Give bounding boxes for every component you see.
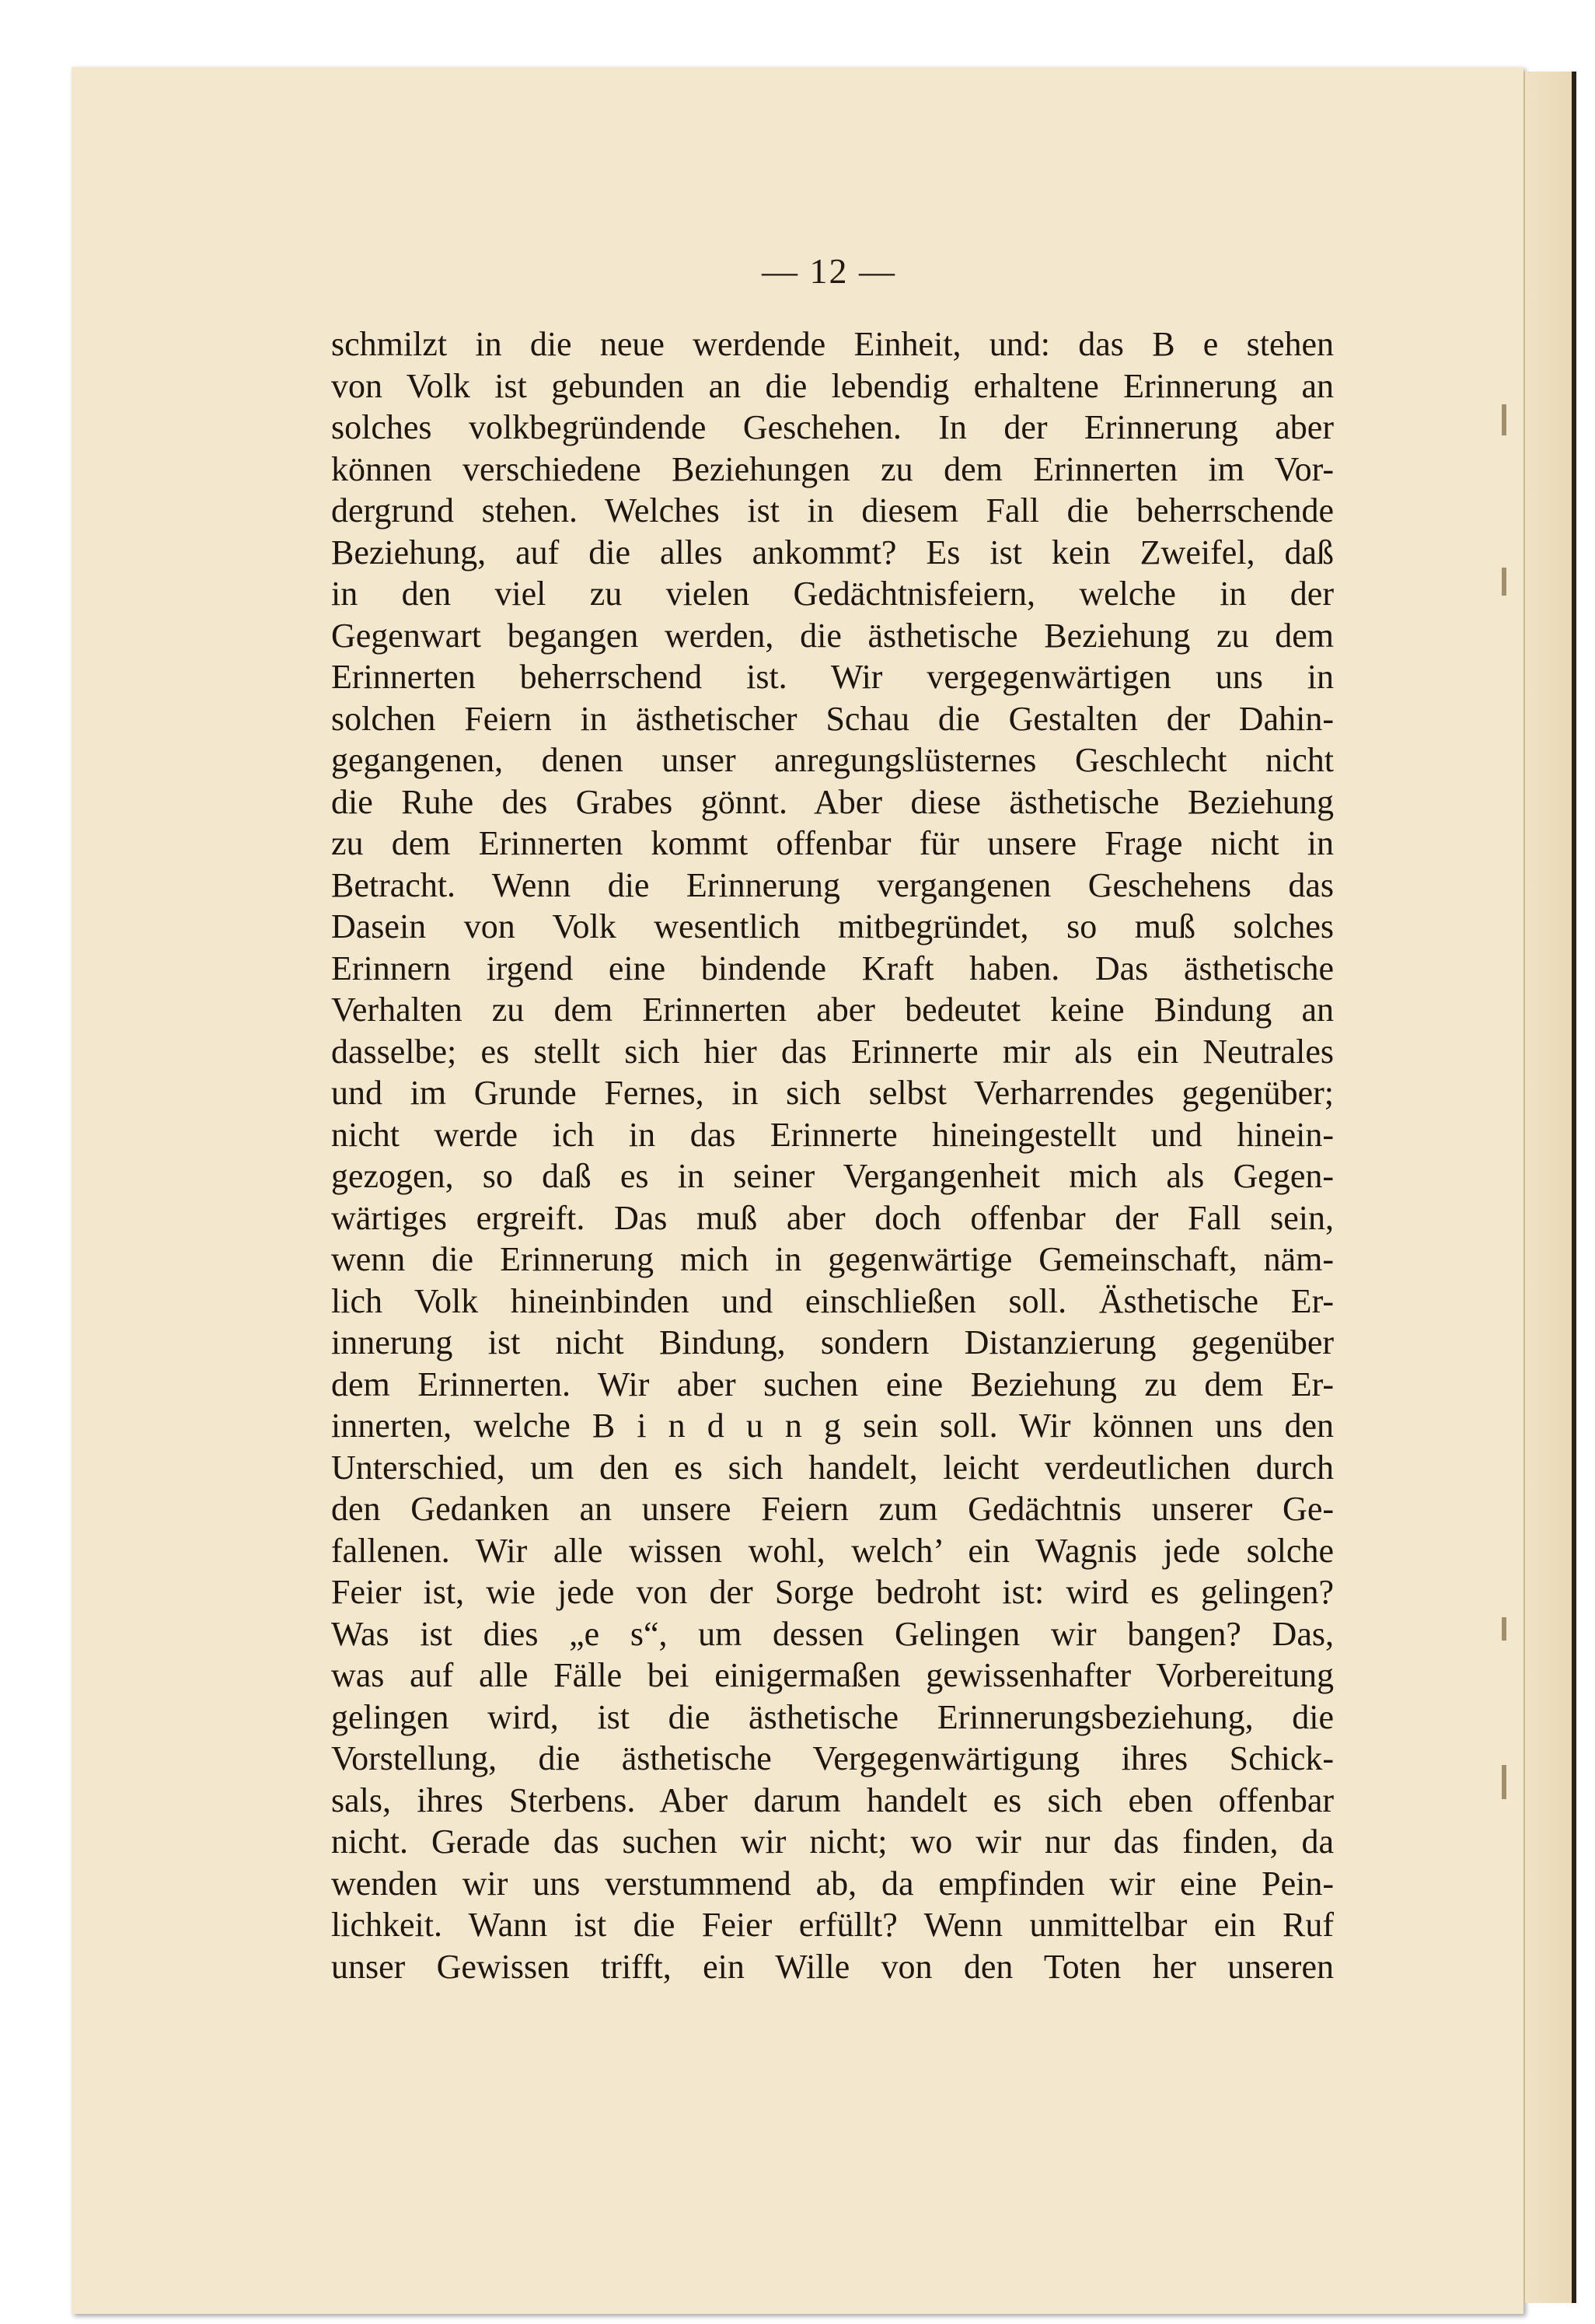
text-line: innerten, welche B i n d u n g sein soll. Wir können uns den	[331, 1407, 1334, 1445]
text-line: solches volkbegründende Geschehen. In der Erinnerung aber	[331, 408, 1334, 446]
text-line: Dasein von Volk wesentlich mitbegründet, so muß solches	[331, 907, 1334, 945]
text-line: den Gedanken an unsere Feiern zum Gedächtnis unserer Ge-	[331, 1490, 1334, 1528]
page-edge-shadow	[1572, 72, 1576, 2303]
text-line: Betracht. Wenn die Erinnerung vergangenen Geschehens das	[331, 865, 1334, 904]
text-line: zu dem Erinnerten kommt offenbar für unsere Frage nicht in	[331, 824, 1334, 862]
text-line: gelingen wird, ist die ästhetische Erinnerungsbeziehung, die	[331, 1697, 1334, 1736]
text-line: Vorstellung, die ästhetische Vergegenwärtigung ihres Schick-	[331, 1739, 1334, 1777]
text-line: Beziehung, auf die alles ankommt? Es ist kein Zweifel, daß	[331, 533, 1334, 571]
text-line: und im Grunde Fernes, in sich selbst Verharrendes gegenüber;	[331, 1074, 1334, 1112]
text-line: schmilzt in die neue werdende Einheit, und: das B e stehen	[331, 325, 1334, 363]
text-line: unser Gewissen trifft, ein Wille von den Toten her unseren	[331, 1947, 1334, 1986]
text-line: dasselbe; es stellt sich hier das Erinnerte mir als ein Neutrales	[331, 1032, 1334, 1071]
text-line: solchen Feiern in ästhetischer Schau die Gestalten der Dahin-	[331, 699, 1334, 738]
margin-mark	[1502, 1765, 1506, 1799]
text-line: nicht werde ich in das Erinnerte hineingestellt und hinein-	[331, 1115, 1334, 1154]
margin-mark	[1502, 1617, 1506, 1641]
text-line: gezogen, so daß es in seiner Vergangenheit mich als Gegen-	[331, 1157, 1334, 1195]
margin-mark	[1502, 568, 1506, 596]
text-line: Verhalten zu dem Erinnerten aber bedeutet keine Bindung an	[331, 991, 1334, 1029]
text-line: was auf alle Fälle bei einigermaßen gewissenhafter Vorbereitung	[331, 1656, 1334, 1694]
text-line: nicht. Gerade das suchen wir nicht; wo wir nur das finden, da	[331, 1823, 1334, 1861]
text-line: wärtiges ergreift. Das muß aber doch offenbar der Fall sein,	[331, 1198, 1334, 1237]
text-line: dergrund stehen. Welches ist in diesem Fall die beherrschende	[331, 491, 1334, 529]
text-line: Erinnern irgend eine bindende Kraft haben. Das ästhetische	[331, 949, 1334, 987]
text-line: wenden wir uns verstummend ab, da empfinden wir eine Pein-	[331, 1864, 1334, 1903]
text-line: innerung ist nicht Bindung, sondern Distanzierung gegenüber	[331, 1323, 1334, 1361]
margin-mark	[1502, 404, 1506, 435]
text-line: fallenen. Wir alle wissen wohl, welch’ ein Wagnis jede solche	[331, 1531, 1334, 1570]
text-line: Erinnerten beherrschend ist. Wir vergegenwärtigen uns in	[331, 658, 1334, 696]
text-line: lichkeit. Wann ist die Feier erfüllt? Wenn unmittelbar ein Ruf	[331, 1906, 1334, 1944]
text-line: lich Volk hineinbinden und einschließen soll. Ästhetische Er-	[331, 1281, 1334, 1320]
text-line: wenn die Erinnerung mich in gegenwärtige Gemeinschaft, näm-	[331, 1240, 1334, 1278]
text-line: von Volk ist gebunden an die lebendig erhaltene Erinnerung an	[331, 366, 1334, 405]
text-line: die Ruhe des Grabes gönnt. Aber diese ästhetische Beziehung	[331, 782, 1334, 821]
body-text	[331, 323, 1334, 1987]
text-line: sals, ihres Sterbens. Aber darum handelt es sich eben offenbar	[331, 1781, 1334, 1819]
page-number: — 12 —	[762, 251, 896, 291]
text-line: Gegenwart begangen werden, die ästhetische Beziehung zu dem	[331, 616, 1334, 655]
text-line: Was ist dies „e s“, um dessen Gelingen wir bangen? Das,	[331, 1614, 1334, 1653]
text-line: dem Erinnerten. Wir aber suchen eine Beziehung zu dem Er-	[331, 1365, 1334, 1403]
next-page-edge	[1523, 72, 1573, 2303]
text-line: können verschiedene Beziehungen zu dem Erinnerten im Vor-	[331, 449, 1334, 488]
text-line: in den viel zu vielen Gedächtnisfeiern, welche in der	[331, 575, 1334, 613]
text-line: Feier ist, wie jede von der Sorge bedroht ist: wird es gelingen?	[331, 1573, 1334, 1611]
text-line: gegangenen, denen unser anregungslüsternes Geschlecht nicht	[331, 741, 1334, 779]
text-line: Unterschied, um den es sich handelt, leicht verdeutlichen durch	[331, 1448, 1334, 1487]
